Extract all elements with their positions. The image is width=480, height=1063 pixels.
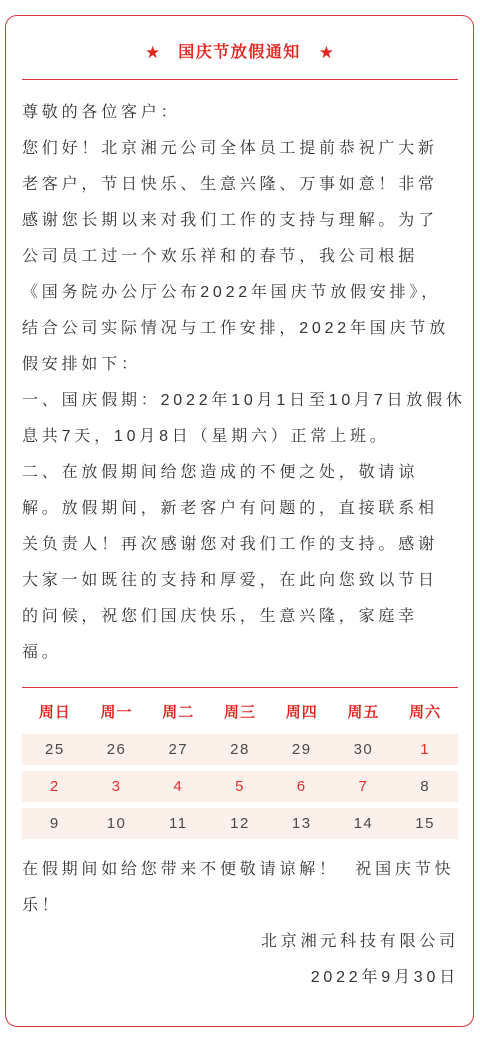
calendar-day-cell: 2 [49,778,60,795]
text-line: 您们好！北京湘元公司全体员工提前恭祝广大新 [22,140,438,157]
apology-paragraph [22,455,466,671]
calendar-day-cell: 29 [291,741,312,758]
text-line: 解。放假期间，新老客户有问题的，直接联系相 [22,500,438,517]
title-divider [22,79,458,80]
calendar-day-cell: 4 [173,778,184,795]
calendar-day-cell: 3 [111,778,122,795]
calendar-day-cell: 15 [415,815,435,832]
closing-message [22,852,454,924]
calendar-day-cell: 11 [168,815,188,832]
star-icon: ★ [318,43,334,63]
calendar-day-cell: 6 [296,778,307,795]
weekday-header-row [22,697,458,728]
holiday-dates-paragraph [22,383,466,455]
text-line: 《国务院办公厅公布2022年国庆节放假安排》， [22,284,441,301]
star-icon: ★ [144,43,161,63]
holiday-calendar [22,697,458,845]
text-line: 老客户，节日快乐、生意兴隆、万事如意！非常 [22,176,438,193]
notice-header [6,38,473,68]
text-line: 一、国庆假期：2022年10月1日至10月7日放假休 [22,392,466,409]
weekday-label: 周六 [409,704,442,721]
notice-title: 国庆节放假通知 [178,44,301,61]
text-line: 福。 [22,644,62,661]
notice-date: 2022年9月30日 [310,969,459,986]
calendar-day-cell: 30 [353,741,374,758]
weekday-label: 周五 [347,704,380,721]
calendar-divider [22,687,458,688]
calendar-day-cell: 26 [106,741,127,758]
text-line: 假安排如下： [22,356,141,373]
calendar-day-cell: 25 [45,741,65,758]
weekday-label: 周一 [100,704,133,721]
calendar-day-cell: 1 [420,741,431,758]
notice-body [22,95,466,671]
calendar-day-cell: 27 [168,741,189,758]
calendar-week-row [22,734,458,765]
calendar-day-cell: 12 [230,815,250,832]
calendar-day-cell: 14 [353,815,374,832]
calendar-day-cell: 5 [235,778,245,795]
calendar-week-row [22,771,458,802]
calendar-day-cell: 8 [420,778,431,795]
weekday-label: 周三 [223,704,256,721]
text-line: 结合公司实际情况与工作安排，2022年国庆节放 [22,320,449,337]
text-line: 大家一如既往的支持和厚爱，在此向您致以节日 [22,572,438,589]
calendar-day-cell: 28 [230,741,250,758]
weekday-label: 周四 [285,704,318,721]
signature-block [261,924,459,996]
calendar-day-cell: 13 [291,815,312,832]
weekday-label: 周二 [162,704,195,721]
calendar-day-cell: 7 [358,778,369,795]
text-line: 二、在放假期间给您造成的不便之处，敬请谅 [22,464,419,481]
intro-paragraph [22,131,466,383]
weekday-label: 周日 [38,704,71,721]
company-name: 北京湘元科技有限公司 [260,933,459,950]
text-line: 乐！ [22,897,62,914]
text-line: 公司员工过一个欢乐祥和的春节，我公司根据 [22,248,419,265]
text-line: 关负责人！再次感谢您对我们工作的支持。感谢 [22,536,438,553]
calendar-day-cell: 9 [49,815,60,832]
calendar-week-row [22,808,458,839]
text-line: 尊敬的各位客户： [22,104,181,121]
notice-card [5,15,474,1027]
text-line: 在假期间如给您带来不便敬请谅解！ 祝国庆节快 [22,861,455,878]
calendar-day-cell: 10 [106,815,127,832]
text-line: 感谢您长期以来对我们工作的支持与理解。为了 [22,212,438,229]
text-line: 的问候，祝您们国庆快乐，生意兴隆，家庭幸 [22,608,419,625]
text-line: 息共7天，10月8日（星期六）正常上班。 [22,428,390,445]
greeting-paragraph [22,95,466,131]
